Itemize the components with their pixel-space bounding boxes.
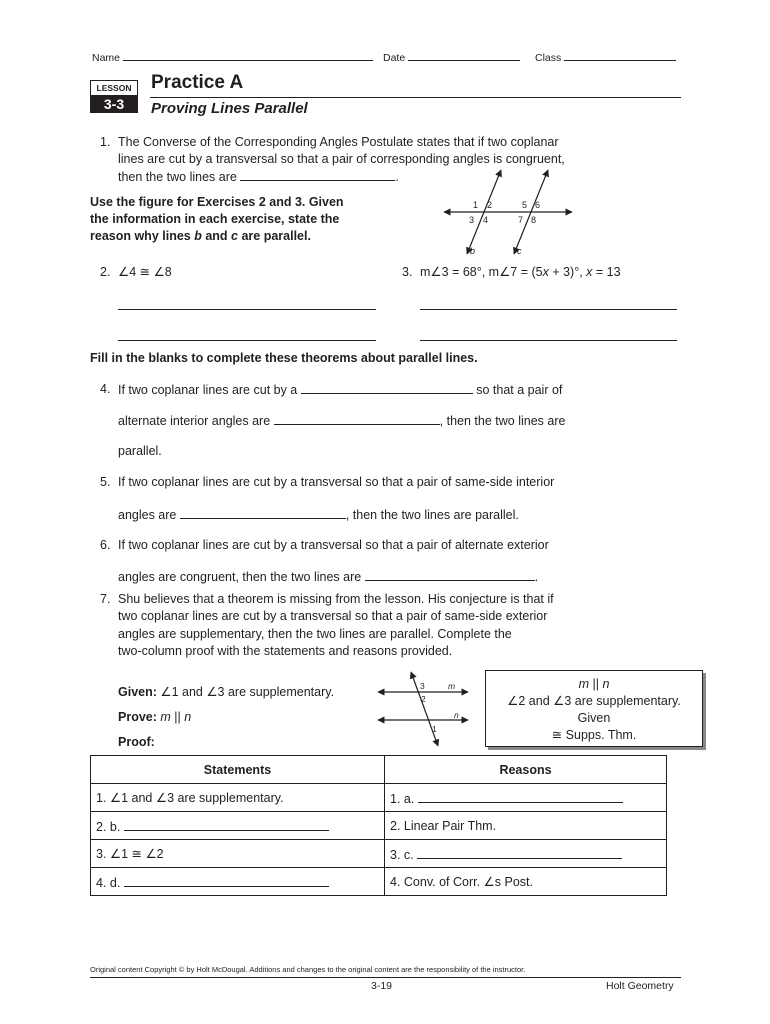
- line-m-label: m: [448, 681, 456, 691]
- angle-label-4: 4: [483, 215, 489, 225]
- date-blank[interactable]: [408, 48, 520, 61]
- proof-figure: [374, 670, 474, 748]
- statement-cell[interactable]: 4. d.: [91, 868, 385, 896]
- given-statement: Given: ∠1 and ∠3 are supplementary.: [118, 685, 335, 699]
- lesson-label: LESSON: [90, 80, 138, 96]
- angle-label-1: 1: [432, 724, 437, 734]
- title-rule: [150, 97, 681, 98]
- instructions-ex2-3-line3: reason why lines b and c are parallel.: [90, 229, 311, 243]
- reason-cell: 2. Linear Pair Thm.: [385, 812, 667, 840]
- answer-options-box: [485, 670, 703, 747]
- statement-b-blank[interactable]: [124, 818, 329, 831]
- ex4-line3: parallel.: [118, 444, 162, 458]
- angle-label-5: 5: [522, 200, 528, 210]
- option-supplementary[interactable]: ∠2 and ∠3 are supplementary.: [507, 694, 681, 708]
- ex2-answer-line-2[interactable]: [118, 340, 376, 341]
- ex7-line2: two coplanar lines are cut by a transversal so that a pair of same-side exterior: [118, 609, 548, 623]
- angle-label-1: 1: [473, 200, 479, 210]
- instructions-theorems: Fill in the blanks to complete these theorems about parallel lines.: [90, 351, 478, 365]
- ex4-line1: If two coplanar lines are cut by a so that a pair of: [118, 383, 563, 397]
- reason-cell[interactable]: 3. c.: [385, 840, 667, 868]
- lesson-badge: [90, 80, 138, 113]
- line-b-label: b: [470, 246, 476, 256]
- option-parallel[interactable]: m || n: [578, 677, 610, 691]
- ex1-answer-blank[interactable]: [240, 168, 395, 181]
- ex3-answer-line-1[interactable]: [420, 309, 677, 310]
- ex1-line2: lines are cut by a transversal so that a pair of corresponding angles is congruent,: [118, 152, 565, 166]
- ex5-line1: If two coplanar lines are cut by a transversal so that a pair of same-side interior: [118, 475, 555, 489]
- class-line: Class: [535, 48, 676, 67]
- ex7-line3: angles are supplementary, then the two lines are parallel. Complete the: [118, 627, 512, 641]
- table-row: [91, 840, 667, 868]
- statement-cell[interactable]: 2. b.: [91, 812, 385, 840]
- ex5-line2: angles are , then the two lines are parallel.: [118, 508, 519, 522]
- ex6-blank[interactable]: [365, 568, 535, 581]
- table-row: [91, 812, 667, 840]
- ex3-answer-line-2[interactable]: [420, 340, 677, 341]
- ex6-line2: angles are congruent, then the two lines are .: [118, 570, 539, 584]
- page-number: 3-19: [371, 980, 393, 992]
- ex4-blank-2[interactable]: [274, 412, 440, 425]
- angle-label-8: 8: [531, 215, 537, 225]
- lesson-number: 3-3: [90, 96, 138, 113]
- ex1-line1: The Converse of the Corresponding Angles Postulate states that if two coplanar: [118, 135, 559, 149]
- proof-label: Proof:: [118, 735, 155, 749]
- instructions-ex2-3-line1: Use the figure for Exercises 2 and 3. Given: [90, 195, 344, 209]
- reason-c-blank[interactable]: [417, 846, 622, 859]
- ex7-number: 7.: [100, 592, 111, 606]
- class-blank[interactable]: [564, 48, 676, 61]
- angle-label-2: 2: [487, 200, 493, 210]
- table-header-row: [91, 756, 667, 784]
- angle-label-2: 2: [421, 694, 426, 704]
- prove-statement: Prove: m || n: [118, 710, 192, 724]
- ex2-number: 2.: [100, 265, 111, 279]
- ex5-blank[interactable]: [180, 506, 346, 519]
- date-line: Date: [383, 48, 520, 67]
- reason-cell[interactable]: 1. a.: [385, 784, 667, 812]
- statement-cell: 1. ∠1 and ∠3 are supplementary.: [91, 784, 385, 812]
- ex1-line3: then the two lines are .: [118, 170, 399, 184]
- book-title: Holt Geometry: [606, 980, 674, 992]
- instructions-ex2-3-line2: the information in each exercise, state the: [90, 212, 340, 226]
- ex2-text: ∠4 ≅ ∠8: [118, 265, 172, 279]
- name-line: Name: [92, 48, 373, 67]
- line-n-label: n: [454, 710, 459, 720]
- angle-label-6: 6: [535, 200, 541, 210]
- page-subtitle: Proving Lines Parallel: [151, 100, 308, 117]
- table-row: [91, 868, 667, 896]
- name-blank[interactable]: [123, 48, 373, 61]
- ex4-blank-1[interactable]: [301, 381, 473, 394]
- ex5-number: 5.: [100, 475, 111, 489]
- ex4-line2: alternate interior angles are , then the two lines are: [118, 414, 566, 428]
- reason-cell: 4. Conv. of Corr. ∠s Post.: [385, 868, 667, 896]
- page-title: Practice A: [151, 72, 244, 93]
- reason-a-blank[interactable]: [418, 790, 623, 803]
- proof-table: [90, 755, 667, 896]
- copyright-notice: Original content Copyright © by Holt McDougal. Additions and changes to the original content are the responsibility of the instructor.: [90, 965, 526, 974]
- ex6-number: 6.: [100, 538, 111, 552]
- statements-header: Statements: [91, 756, 385, 784]
- table-row: [91, 784, 667, 812]
- ex6-line1: If two coplanar lines are cut by a transversal so that a pair of alternate exterior: [118, 538, 549, 552]
- ex3-text: m∠3 = 68°, m∠7 = (5x + 3)°, x = 13: [420, 265, 621, 279]
- ex3-number: 3.: [402, 265, 413, 279]
- footer-rule: [90, 977, 681, 978]
- ex1-number: 1.: [100, 135, 111, 149]
- option-given[interactable]: Given: [577, 711, 611, 725]
- ex2-answer-line-1[interactable]: [118, 309, 376, 310]
- reasons-header: Reasons: [385, 756, 667, 784]
- statement-d-blank[interactable]: [124, 874, 329, 887]
- parallel-lines-figure: [440, 168, 576, 260]
- angle-label-3: 3: [420, 681, 425, 691]
- angle-label-7: 7: [518, 215, 524, 225]
- line-c-label: c: [517, 246, 522, 256]
- ex7-line1: Shu believes that a theorem is missing from the lesson. His conjecture is that if: [118, 592, 554, 606]
- ex4-number: 4.: [100, 382, 111, 396]
- ex7-line4: two-column proof with the statements and reasons provided.: [118, 644, 453, 658]
- option-supps-thm[interactable]: ≅ Supps. Thm.: [551, 728, 637, 742]
- statement-cell: 3. ∠1 ≅ ∠2: [91, 840, 385, 868]
- angle-label-3: 3: [469, 215, 475, 225]
